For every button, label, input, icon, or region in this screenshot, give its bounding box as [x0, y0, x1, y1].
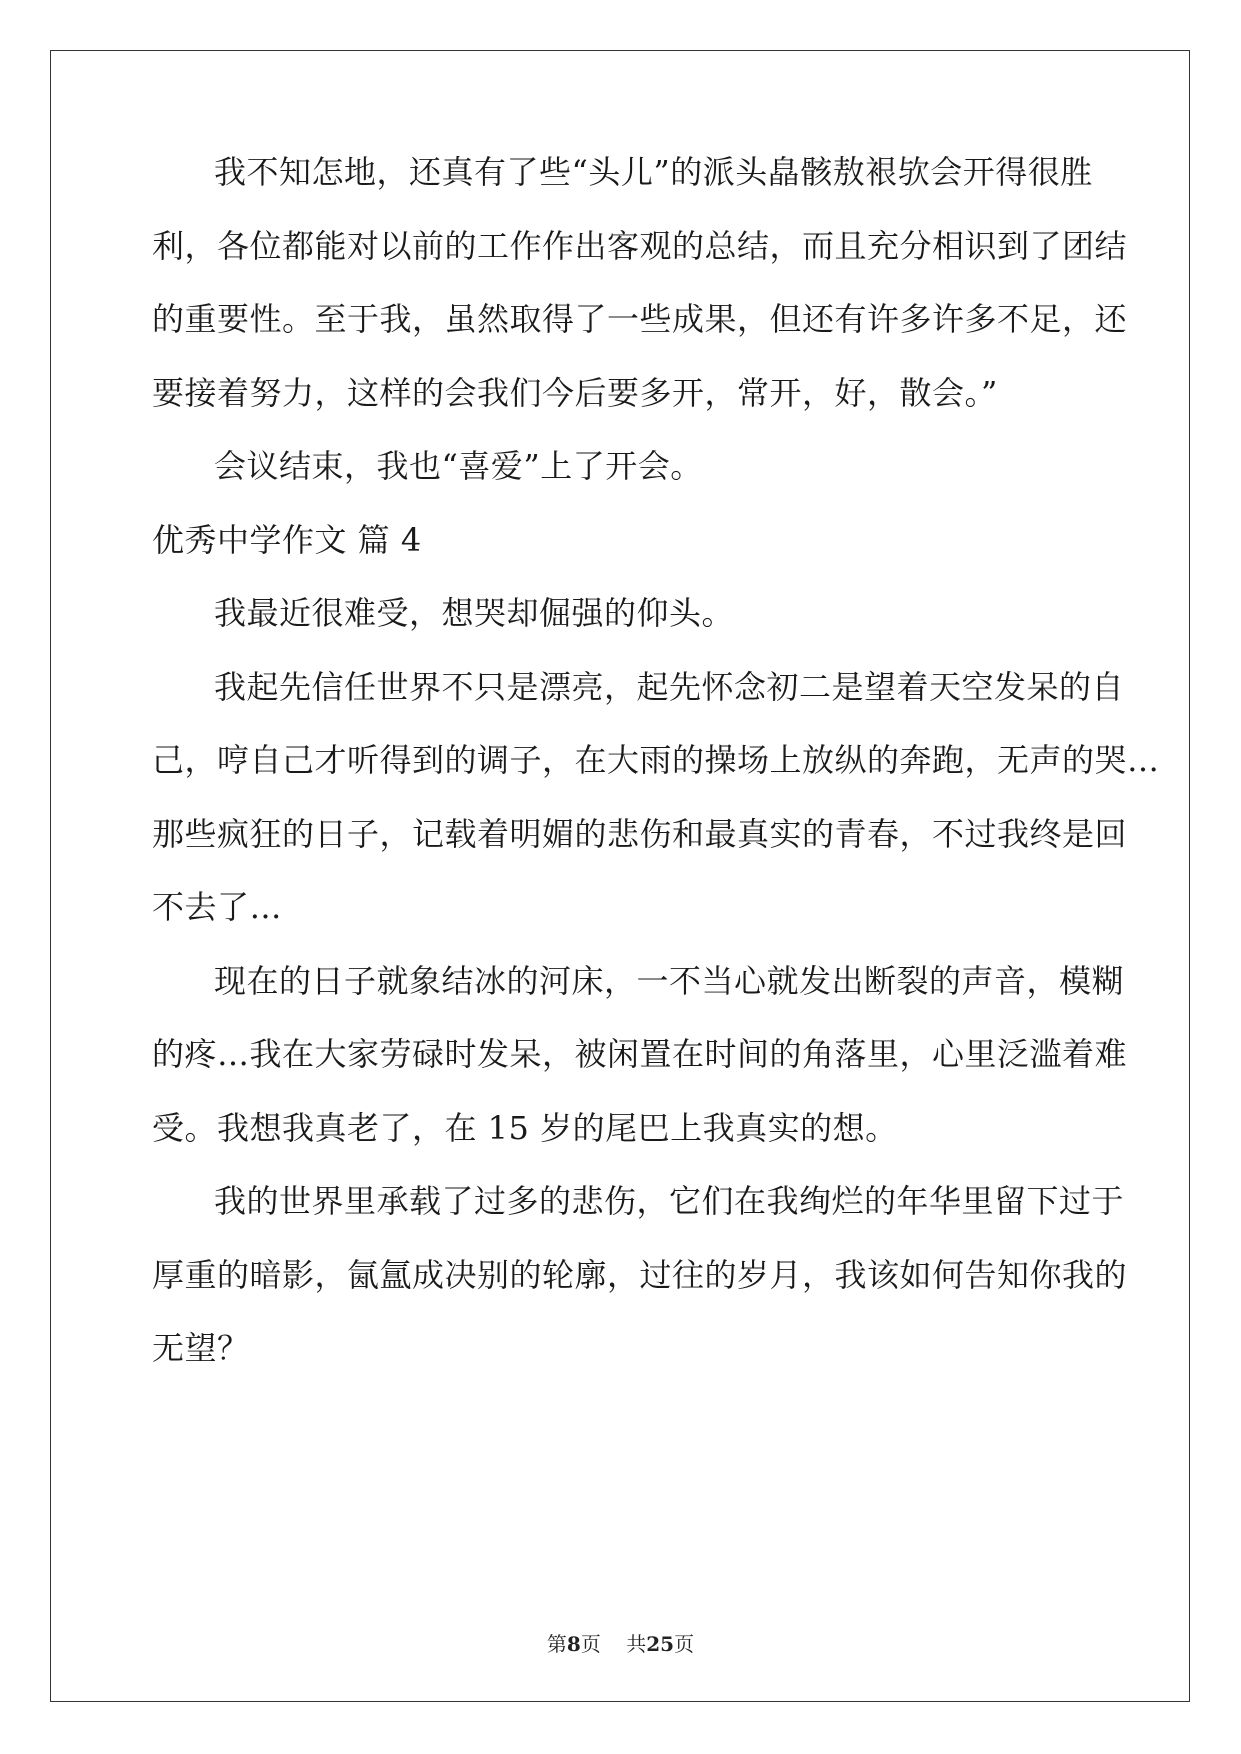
- paragraph-line: 的重要性。至于我，虽然取得了一些成果，但还有许多许多不足，还: [152, 300, 1128, 338]
- paragraph-line: 要接着努力，这样的会我们今后要多开，常开，好，散会。”: [152, 374, 998, 412]
- paragraph-line: 受。我想我真老了，在 15 岁的尾巴上我真实的想。: [152, 1109, 898, 1147]
- paragraph-line: 利，各位都能对以前的工作作出客观的总结，而且充分相识到了团结: [152, 227, 1128, 265]
- paragraph-line: 那些疯狂的日子，记载着明媚的悲伤和最真实的青春，不过我终是回: [152, 815, 1128, 853]
- paragraph-line: 不去了…: [152, 888, 283, 926]
- page-prefix: 第: [546, 1632, 567, 1656]
- total-prefix: 共: [626, 1632, 647, 1656]
- paragraph-line: 的疼…我在大家劳碌时发呆，被闲置在时间的角落里，心里泛滥着难: [152, 1035, 1128, 1073]
- paragraph-line: 厚重的暗影，氤氲成决别的轮廓，过往的岁月，我该如何告知你我的: [152, 1256, 1128, 1294]
- page-number: 8: [566, 1632, 581, 1656]
- paragraph-line: 我最近很难受，想哭却倔强的仰头。: [214, 594, 735, 632]
- section-heading: 优秀中学作文 篇 4: [152, 521, 422, 559]
- paragraph-line: 会议结束，我也“喜爱”上了开会。: [214, 447, 703, 485]
- page-suffix: 页: [580, 1632, 601, 1656]
- paragraph-line: 我的世界里承载了过多的悲伤，它们在我绚烂的年华里留下过于: [214, 1182, 1125, 1220]
- paragraph-line: 无望？: [152, 1329, 250, 1367]
- total-suffix: 页: [674, 1632, 695, 1656]
- page-footer: [0, 1632, 1241, 1656]
- paragraph-line: 我不知怎地，还真有了些“头儿”的派头皛骸敖裉欤会开得很胜: [214, 153, 1093, 191]
- total-pages: 25: [646, 1632, 675, 1656]
- page-border: [50, 50, 1190, 1702]
- paragraph-line: 我起先信任世界不只是漂亮，起先怀念初二是望着天空发呆的自: [214, 668, 1125, 706]
- paragraph-line: 己，哼自己才听得到的调子，在大雨的操场上放纵的奔跑，无声的哭…: [152, 741, 1160, 779]
- paragraph-line: 现在的日子就象结冰的河床，一不当心就发出断裂的声音，模糊: [214, 962, 1125, 1000]
